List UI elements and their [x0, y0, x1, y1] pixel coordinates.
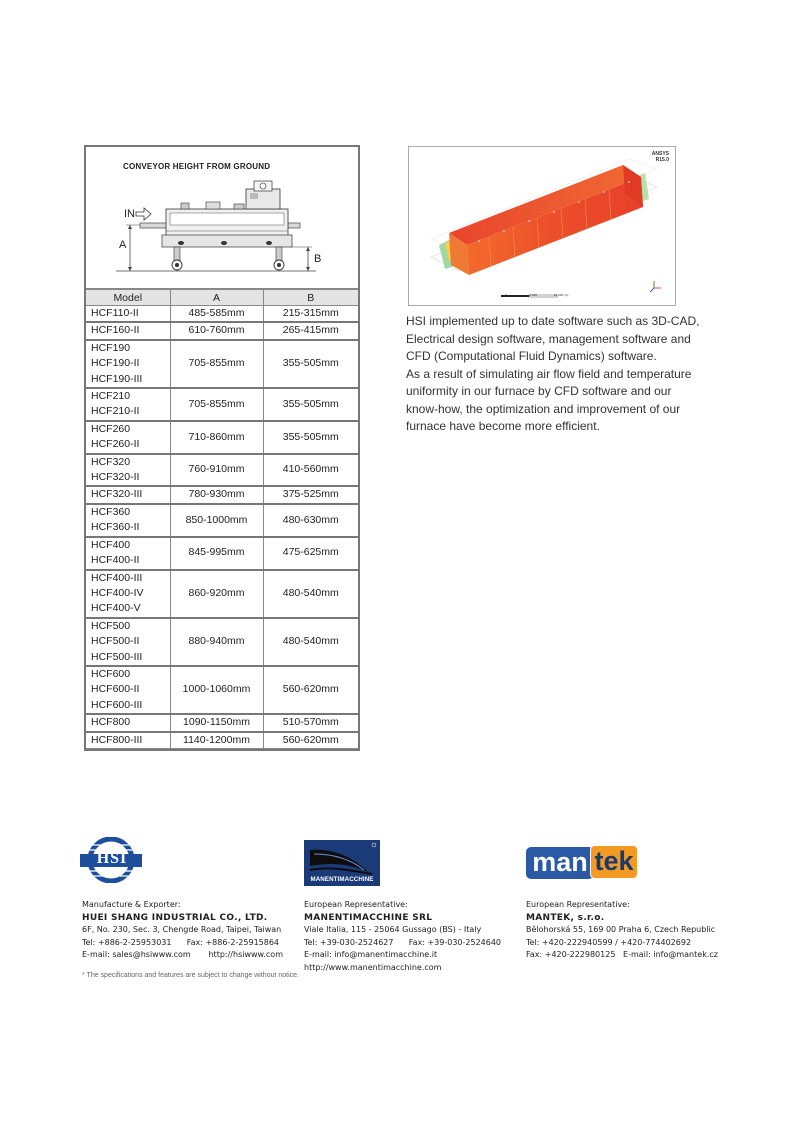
hsi-logo	[78, 837, 144, 888]
manenti-logo-text: MANENTIMACCHINE	[310, 876, 374, 883]
table-row	[86, 340, 358, 356]
model-cell: HCF500	[86, 618, 170, 634]
table-row	[86, 388, 358, 404]
contact-role: Manufacture & Exporter:	[82, 900, 181, 909]
contact-company: MANTEK, s.r.o.	[526, 912, 605, 923]
model-cell: HCF160-II	[86, 322, 170, 339]
cfd-furnace-render	[409, 147, 675, 305]
model-cell: HCF320-III	[86, 486, 170, 503]
table-row	[86, 570, 358, 586]
contact-phone: Tel: +886-2-25953031 Fax: +886-2-25915864	[82, 937, 280, 947]
height-a-cell: 1090-1150mm	[170, 714, 263, 731]
contact-address: Bělohorská 55, 169 00 Praha 6, Czech Republic	[526, 925, 716, 934]
table-row	[86, 486, 358, 503]
height-b-cell: 560-620mm	[263, 732, 358, 749]
height-a-cell: 760-910mm	[170, 454, 263, 487]
contact-phone: Tel: +420-222940599 / +420-774402692	[526, 937, 692, 947]
contact-manentimacchine	[304, 899, 501, 974]
table-row	[86, 732, 358, 749]
model-cell: HCF600	[86, 666, 170, 682]
description-paragraph-2: As a result of simulating air flow field and temperature uniformity in our furnace by CFD software and our know-how, the optimization and improvement of our furnace have become more efficient.	[406, 366, 692, 433]
model-cell: HCF190	[86, 340, 170, 356]
height-b-cell: 510-570mm	[263, 714, 358, 731]
model-cell: HCF210-II	[91, 405, 140, 418]
spec-panel	[84, 145, 360, 751]
table-row	[86, 714, 358, 731]
height-b-cell: 480-630mm	[263, 504, 358, 537]
height-b-cell: 475-625mm	[263, 537, 358, 570]
model-cell: HCF190-III	[91, 372, 143, 385]
contact-phone: Tel: +39-030-2524627 Fax: +39-030-2524640	[304, 937, 502, 947]
contact-mantek	[526, 899, 718, 962]
model-cell: HCF210	[86, 388, 170, 404]
contact-address: 6F, No. 230, Sec. 3, Chengde Road, Taipei, Taiwan	[82, 925, 282, 934]
height-a-cell: 845-995mm	[170, 537, 263, 570]
height-a-cell: 1000-1060mm	[170, 666, 263, 714]
hsi-logo-text: HSI	[96, 850, 128, 867]
table-row	[86, 537, 358, 553]
cfd-brand-version: R15.0	[655, 157, 669, 163]
model-cell: HCF260	[86, 421, 170, 437]
model-cell: HCF260-II	[91, 438, 140, 451]
height-a-cell: 880-940mm	[170, 618, 263, 666]
cfd-brand-name: ANSYS	[651, 151, 669, 157]
scale-start: 0	[505, 293, 507, 297]
model-cell: HCF320-II	[91, 471, 140, 484]
table-row	[86, 322, 358, 339]
conveyor-height-diagram	[86, 147, 358, 289]
model-cell: HCF110-II	[86, 306, 170, 323]
height-a-cell: 705-855mm	[170, 340, 263, 388]
height-a-cell: 610-760mm	[170, 322, 263, 339]
conveyor-height-table	[86, 289, 358, 749]
height-b-cell: 355-505mm	[263, 388, 358, 421]
height-b-cell: 480-540mm	[263, 618, 358, 666]
height-b-cell: 480-540mm	[263, 570, 358, 618]
height-a-cell: 850-1000mm	[170, 504, 263, 537]
table-row	[86, 504, 358, 520]
cfd-scale-labels	[505, 293, 568, 297]
height-a-cell: 710-860mm	[170, 421, 263, 454]
model-cell: HCF360-II	[91, 521, 140, 534]
scale-end: 10.000 (m)	[553, 293, 569, 297]
header-a: A	[170, 290, 263, 306]
height-b-cell: 560-620mm	[263, 666, 358, 714]
height-b-cell: 355-505mm	[263, 421, 358, 454]
model-cell: HCF800	[86, 714, 170, 731]
height-b-cell: 265-415mm	[263, 322, 358, 339]
contact-role: European Representative:	[304, 900, 408, 909]
height-b-cell: 410-560mm	[263, 454, 358, 487]
header-b: B	[263, 290, 358, 306]
cfd-software-brand	[652, 151, 669, 163]
model-cell: HCF400-IV	[91, 586, 144, 599]
model-cell: HCF400-III	[86, 570, 170, 586]
contact-address: Viale Italia, 115 - 25064 Gussago (BS) - Italy	[304, 925, 482, 934]
contact-company: MANENTIMACCHINE SRL	[304, 912, 433, 923]
scale-mid: 5.000	[529, 293, 538, 297]
height-b-cell: 375-525mm	[263, 486, 358, 503]
model-cell: HCF400-II	[91, 554, 140, 567]
table-row	[86, 454, 358, 470]
contact-email-web: E-mail: sales@hsiwww.com http://hsiwww.com	[82, 950, 283, 959]
model-cell: HCF800-III	[86, 732, 170, 749]
height-a-cell: 485-585mm	[170, 306, 263, 323]
height-b-cell: 355-505mm	[263, 340, 358, 388]
model-cell: HCF600-III	[91, 698, 143, 711]
model-cell: HCF400-V	[91, 602, 141, 615]
model-cell: HCF360	[86, 504, 170, 520]
height-a-cell: 705-855mm	[170, 388, 263, 421]
contact-email: E-mail: info@manentimacchine.it	[304, 950, 438, 959]
table-row	[86, 666, 358, 682]
description-text	[406, 313, 706, 436]
table-row	[86, 421, 358, 437]
in-label: IN	[124, 208, 135, 220]
contact-website: http://www.manentimacchine.com	[304, 962, 442, 972]
model-cell: HCF500-III	[91, 650, 143, 663]
manentimacchine-logo	[304, 840, 380, 886]
table-body	[86, 306, 358, 749]
model-cell: HCF400	[86, 537, 170, 553]
table-row	[86, 306, 358, 323]
dimension-b-label: B	[314, 253, 322, 265]
cfd-simulation-image	[408, 146, 676, 306]
table-row	[86, 618, 358, 634]
model-cell: HCF500-II	[91, 635, 140, 648]
model-cell: HCF190-II	[91, 357, 140, 370]
description-paragraph-1: HSI implemented up to date software such as 3D-CAD, Electrical design software, management software and CFD (Computational Fluid Dynamics) software.	[406, 314, 700, 363]
header-model: Model	[86, 290, 170, 306]
table-header-row	[86, 290, 358, 306]
model-cell: HCF320	[86, 454, 170, 470]
height-a-cell: 860-920mm	[170, 570, 263, 618]
contact-fax-email: Fax: +420-222980125 E-mail: info@mantek.cz	[526, 950, 718, 959]
mantek-logo-tek: tek	[590, 845, 638, 879]
mantek-logo-man: man	[526, 847, 594, 879]
contact-company: HUEI SHANG INDUSTRIAL CO., LTD.	[82, 912, 268, 923]
mantek-logo	[526, 845, 640, 881]
model-cell: HCF600-II	[91, 683, 140, 696]
dimension-a-label: A	[119, 239, 127, 251]
diagram-title: CONVEYOR HEIGHT FROM GROUND	[123, 162, 271, 171]
footnote: * The specifications and features are subject to change without notice.	[82, 972, 300, 979]
contact-hsi	[82, 899, 283, 962]
height-a-cell: 780-930mm	[170, 486, 263, 503]
contact-role: European Representative:	[526, 900, 630, 909]
height-b-cell: 215-315mm	[263, 306, 358, 323]
height-a-cell: 1140-1200mm	[170, 732, 263, 749]
